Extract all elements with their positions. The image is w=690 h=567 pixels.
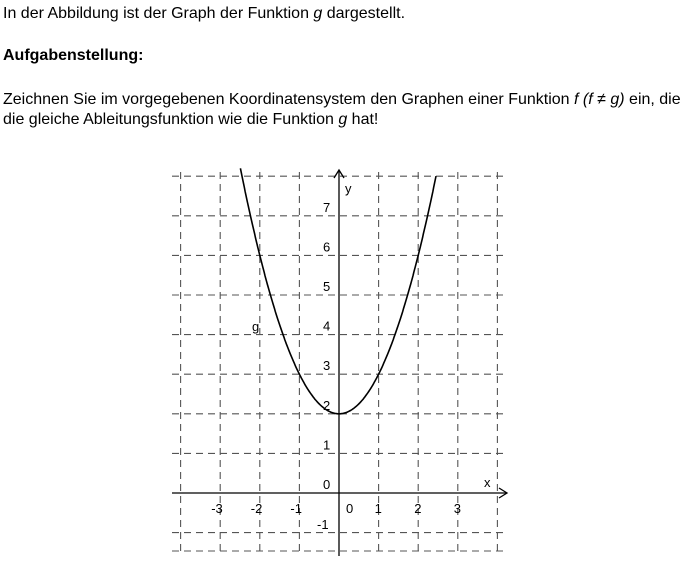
function-name-g: g (338, 111, 348, 128)
x-tick-label: 0 (346, 501, 354, 516)
y-tick-label: 4 (323, 318, 331, 334)
x-tick-label: -1 (290, 501, 302, 516)
axes (172, 170, 507, 556)
condition-f-neq-g: (f ≠ g) (578, 91, 625, 108)
y-tick-label: 2 (323, 397, 331, 413)
y-tick-label: 7 (323, 199, 331, 215)
curve-layer (240, 168, 436, 413)
task-heading: Aufgabenstellung: (3, 47, 144, 64)
intro-text-part: In der Abbildung ist der Graph der Funktion (3, 5, 314, 22)
y-tick-label: 5 (323, 279, 331, 294)
y-tick-label: 1 (323, 437, 331, 453)
y-axis-label: y (345, 181, 352, 196)
y-tick-label: -1 (317, 517, 329, 532)
task-text-end: hat! (347, 111, 379, 128)
intro-text-end: dargestellt. (322, 5, 406, 22)
tick-labels (211, 200, 461, 532)
task-text-end: ein, die (624, 91, 681, 108)
x-tick-label: 3 (453, 501, 462, 516)
curve-g (240, 168, 436, 413)
x-tick-label: -2 (250, 501, 263, 516)
y-tick-label: 3 (323, 358, 331, 374)
curve-label-g: g (252, 319, 260, 334)
y-tick-label: 6 (323, 239, 331, 255)
x-tick-label: 2 (414, 501, 422, 516)
x-tick-label: -3 (211, 501, 223, 516)
x-tick-label: 1 (374, 501, 382, 516)
function-name-g: g (313, 5, 323, 22)
task-text-part: Zeichnen Sie im vorgegebenen Koordinatensystem den Graphen einer Funktion (3, 91, 575, 108)
task-text-part: die gleiche Ableitungsfunktion wie die Funktion (3, 111, 339, 128)
x-axis-label: x (484, 475, 491, 490)
y-tick-label: 0 (323, 477, 331, 492)
grid (172, 172, 508, 555)
function-name-f: f (574, 91, 579, 108)
